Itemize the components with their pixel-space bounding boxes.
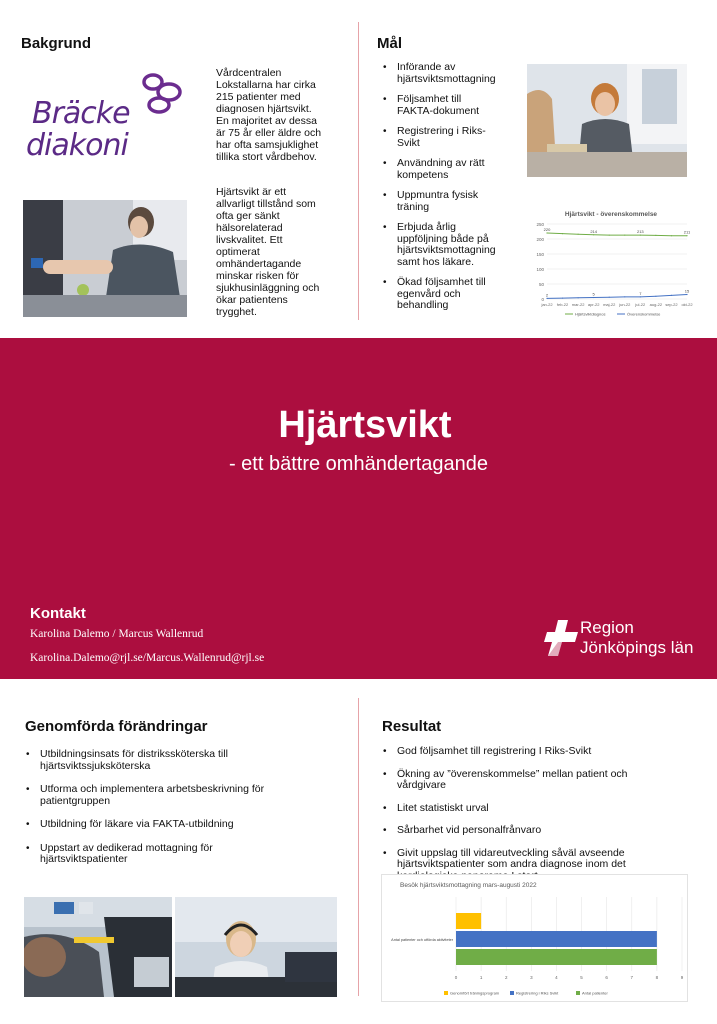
text-line: • Utbildningsinsats för distrikssköterska till [40, 748, 228, 760]
data-point [671, 235, 672, 236]
genomforda-list [22, 749, 342, 866]
text-line: allvarligt tillstånd som [216, 198, 316, 210]
x-tick-label: 4 [555, 975, 558, 980]
text-line: tillika stort vårdbehov. [216, 151, 317, 163]
y-tick-label: 150 [536, 251, 544, 257]
data-point [593, 234, 594, 235]
list-item [379, 746, 709, 758]
region-text-line1: Region [580, 618, 634, 637]
data-point [609, 297, 610, 298]
genomforda-section [0, 680, 358, 1024]
logo-text-bracke: Bräcke [32, 96, 130, 131]
text-line: vårdgivare [397, 779, 447, 791]
text-line: Lokstallarna har cirka [216, 79, 316, 91]
x-tick-label: mar-22 [571, 302, 585, 307]
y-tick-label: 0 [541, 296, 544, 302]
text-line: patientgruppen [40, 794, 111, 807]
text-line: egenvård och [397, 287, 461, 300]
photo-blood-test [23, 200, 187, 317]
data-label: 211 [683, 229, 691, 235]
bar-chart-svg [382, 875, 687, 1001]
text-line: hjärtsviktspatienter [40, 853, 128, 865]
legend-label: Överenskommelse [627, 311, 661, 317]
legend-label: Registrering i Riks Svikt [516, 990, 559, 996]
text-line: hjärtsviktsmottagning [397, 244, 496, 256]
data-label: 5 [592, 291, 595, 297]
x-tick-label: jul-22 [635, 302, 646, 307]
resultat-heading: Resultat [382, 718, 442, 735]
x-tick-label: 6 [605, 975, 608, 980]
text-line: • Erbjuda årlig [397, 221, 456, 233]
text-line: • Införande av [397, 61, 456, 73]
x-tick-label: sep-22 [665, 302, 678, 307]
text-line: • Registrering i Riks- [397, 125, 486, 137]
photo-headset-call [175, 897, 337, 997]
genomforda-heading: Genomförda förändringar [25, 718, 208, 735]
list-item [379, 222, 529, 268]
x-tick-label: maj-22 [603, 302, 616, 307]
text-line: Svikt [397, 136, 420, 149]
bar [456, 931, 657, 947]
region-cross-icon [544, 620, 580, 656]
kontakt-names: Karolina Dalemo / Marcus Wallenrud [30, 628, 204, 640]
data-point [609, 235, 610, 236]
list-item [379, 803, 709, 815]
series-line-2 [547, 295, 687, 299]
text-line: • Uppmuntra fysisk [397, 189, 479, 201]
data-point [546, 298, 547, 299]
text-line: • Utbildning för läkare via FAKTA-utbildning [40, 818, 234, 830]
data-point [655, 296, 656, 297]
kontakt-heading: Kontakt [30, 605, 86, 622]
bakgrund-paragraph-2 [216, 186, 346, 318]
text-line: ökar patientens [216, 294, 288, 306]
text-line: optimerat [216, 246, 260, 258]
text-line: träning [397, 200, 430, 213]
x-tick-label: 7 [630, 975, 634, 980]
bakgrund-section [0, 0, 358, 330]
x-tick-label: 3 [530, 975, 533, 980]
text-line: • Ökning av ”överenskommelse” mellan patient och [397, 767, 628, 780]
data-label: 213 [636, 229, 644, 235]
text-line: trygghet. [216, 306, 257, 318]
data-point [624, 296, 625, 297]
list-item [379, 158, 529, 181]
resultat-section [359, 680, 717, 1024]
data-point [593, 297, 594, 298]
data-label: 15 [684, 288, 690, 294]
text-line: Vårdcentralen [216, 67, 282, 79]
line-chart-overenskommelse [527, 202, 695, 318]
x-tick-label: 8 [655, 975, 659, 980]
text-line: livskvalitet. Ett [216, 234, 283, 246]
x-tick-label: aug-22 [649, 302, 663, 307]
x-tick-label: 0 [454, 975, 458, 980]
text-line: • Användning av rätt [397, 157, 485, 169]
text-line: • Givit uppslag till vidareutveckling såväl avseende [397, 846, 625, 859]
list-item [22, 843, 342, 866]
text-line: hjärtsviktssjuksköterska [40, 759, 151, 772]
text-line: • Uppstart av dedikerad mottagning för [40, 841, 213, 854]
list-item [379, 277, 529, 312]
text-line: • Utforma och implementera arbetsbeskrivning för [40, 783, 265, 795]
mal-list [379, 62, 529, 312]
data-label: 220 [543, 227, 551, 232]
photo-blood-test-image [23, 200, 187, 317]
list-item [379, 769, 709, 792]
chart-title: Hjärtsvikt - överenskommelse [564, 211, 658, 218]
legend-swatch [510, 991, 514, 995]
legend-label: Genomfört träningsprogram [450, 990, 500, 996]
text-line: hjärtsviktsmottagning [397, 72, 496, 85]
list-item [379, 62, 529, 85]
mal-section [359, 0, 717, 330]
region-jonkoping-logo [544, 618, 704, 660]
data-point [562, 233, 563, 234]
list-item [379, 126, 529, 149]
photo-nurse-consultation-image [527, 64, 687, 177]
series-line-1 [547, 233, 687, 236]
logo-text-diakoni: diakoni [26, 128, 128, 163]
legend-label: Antal patienter [582, 990, 608, 996]
chart-title: Besök hjärtsviktsmottagning mars-augusti 2022 [400, 882, 537, 889]
line-chart-svg [527, 202, 695, 318]
data-label: 2 [545, 292, 549, 298]
text-line: kompetens [397, 168, 449, 181]
mal-heading: Mål [377, 35, 403, 52]
photo-patient-exam [24, 897, 172, 997]
text-line: 215 patienter med [216, 91, 301, 103]
legend-swatch [576, 991, 580, 995]
bracke-diakoni-logo [26, 70, 196, 165]
data-label: 7 [639, 290, 642, 296]
text-line: är 75 år eller äldre och [216, 127, 322, 139]
bakgrund-heading: Bakgrund [21, 35, 92, 52]
data-point [655, 235, 656, 236]
data-point [640, 235, 641, 236]
photo-headset-call-image [175, 897, 337, 997]
data-point [686, 235, 687, 236]
data-point [671, 295, 672, 296]
y-tick-label: 250 [536, 221, 544, 227]
photo-nurse-consultation [527, 64, 687, 177]
text-line: • Litet statistiskt urval [397, 801, 489, 814]
data-point [562, 298, 563, 299]
y-tick-label: 50 [538, 281, 544, 287]
list-item [379, 190, 529, 213]
data-point [640, 296, 641, 297]
text-line: • Sårbarhet vid personalfrånvaro [397, 824, 542, 836]
photo-patient-exam-image [24, 897, 172, 997]
text-line: ofta ger sänkt [216, 210, 280, 222]
legend-swatch [444, 991, 448, 995]
bakgrund-paragraph-1 [216, 67, 346, 163]
bar [456, 913, 481, 929]
x-tick-label: okt-22 [681, 302, 693, 307]
x-tick-label: apr-22 [587, 302, 600, 307]
data-point [578, 297, 579, 298]
legend-label: Hjärtsviktdiagnos [575, 311, 606, 317]
category-label: Antal patienter och utförda aktiviteter [391, 938, 453, 942]
x-tick-label: 5 [580, 975, 583, 980]
text-line: diagnosen hjärtsvikt. [216, 103, 312, 115]
text-line: FAKTA-dokument [397, 104, 480, 117]
data-point [578, 234, 579, 235]
x-tick-label: 2 [504, 975, 508, 980]
data-point [624, 235, 625, 236]
text-line: behandling [397, 299, 449, 311]
text-line: • Ökad följsamhet till [397, 276, 486, 288]
text-line: uppföljning både på [397, 232, 489, 245]
x-tick-label: 1 [479, 975, 483, 980]
list-item [22, 749, 342, 772]
bar [456, 949, 657, 965]
bar-chart-besok [381, 874, 688, 1002]
text-line: samt hos läkare. [397, 255, 475, 268]
data-label: 214 [590, 228, 598, 234]
text-line: En majoritet av dessa [216, 115, 317, 127]
list-item [22, 819, 342, 831]
data-point [546, 232, 547, 233]
text-line: minskar risken för [216, 270, 299, 282]
text-line: har ofta samsjuklighet [216, 139, 319, 151]
kontakt-emails: Karolina.Dalemo@rjl.se/Marcus.Wallenrud@rjl.se [30, 652, 265, 664]
text-line: hjärtsviktspatienter som andra diagnose inom det [397, 858, 626, 870]
text-line: • Följsamhet till [397, 93, 462, 105]
text-line: sjukhusinläggning och [216, 282, 320, 294]
text-line: Hjärtsvikt är ett [216, 186, 287, 198]
list-item [379, 825, 709, 837]
resultat-list [379, 746, 709, 882]
x-tick-label: 9 [680, 975, 684, 980]
text-line: hälsorelaterad [216, 222, 283, 234]
region-text-line2: Jönköpings län [580, 638, 694, 657]
text-line: omhändertagande [216, 258, 302, 270]
x-tick-label: jan-22 [541, 302, 553, 307]
list-item [22, 784, 342, 807]
x-tick-label: jun-22 [619, 302, 631, 307]
data-point [686, 294, 687, 295]
list-item [379, 94, 529, 117]
y-tick-label: 100 [536, 266, 544, 272]
banner-subtitle: - ett bättre omhändertagande [228, 453, 489, 475]
y-tick-label: 200 [536, 236, 544, 242]
text-line: • God följsamhet till registrering I Riks-Svikt [397, 745, 592, 757]
x-tick-label: feb-22 [556, 302, 569, 307]
banner-title: Hjärtsvikt [278, 404, 452, 446]
